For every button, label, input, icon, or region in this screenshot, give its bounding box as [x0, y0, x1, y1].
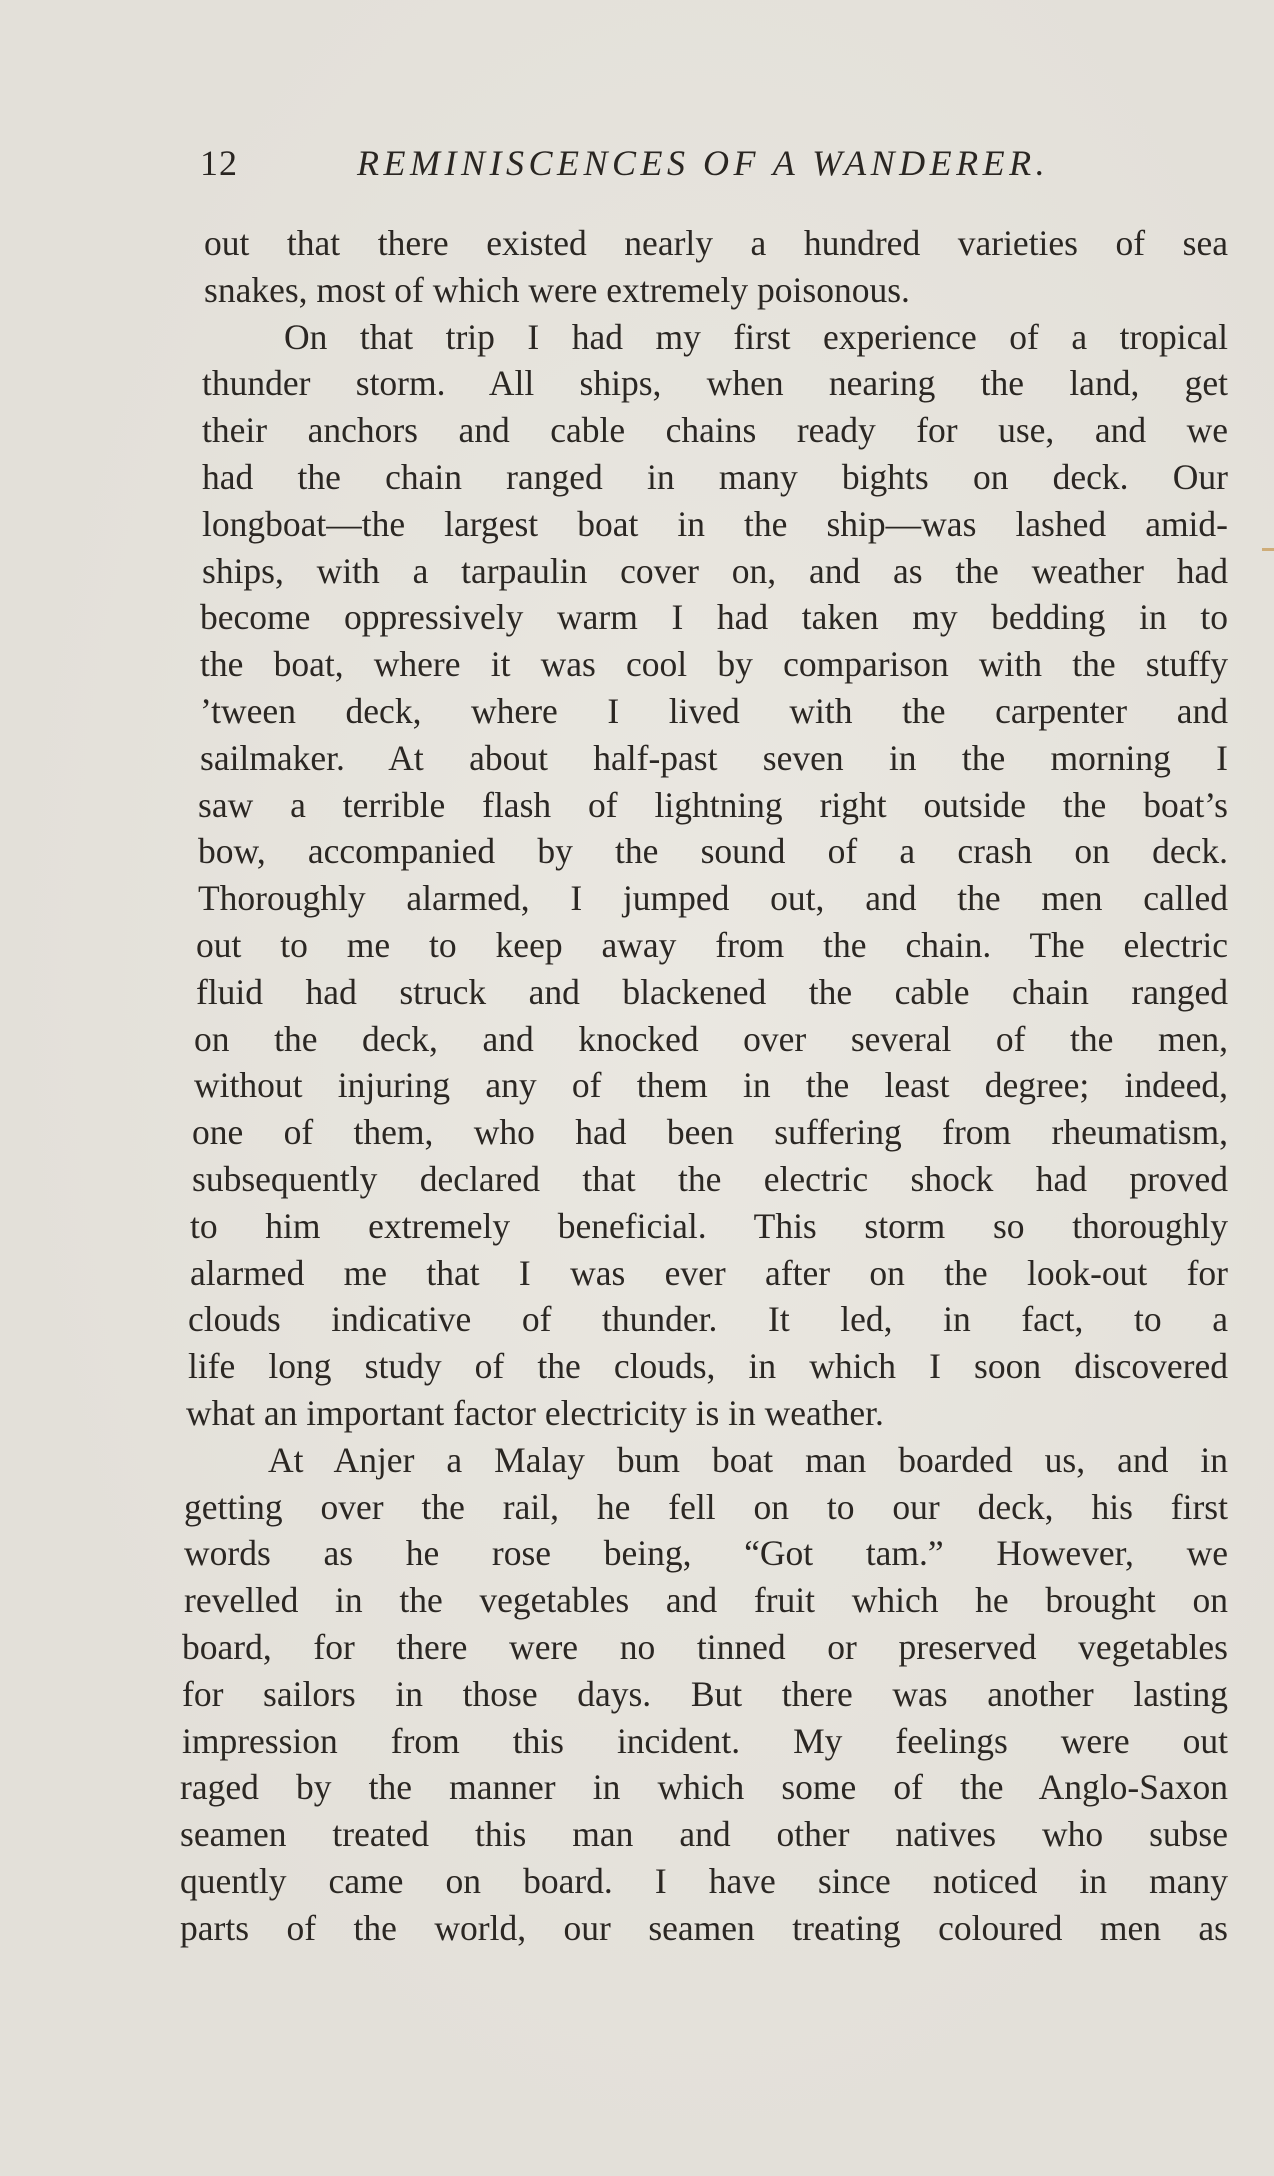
- text-line: their anchors and cable chains ready for use, and we: [202, 410, 1228, 451]
- text-line: out that there existed nearly a hundred varieties of sea: [204, 223, 1228, 263]
- text-line: seamen treated this man and other natives who subse: [180, 1814, 1228, 1855]
- text-line: Thoroughly alarmed, I jumped out, and the men called: [198, 878, 1228, 919]
- text-line: out to me to keep away from the chain. The electric: [196, 924, 1228, 965]
- text-line: words as he rose being, “Got tam.” However, we: [184, 1533, 1228, 1574]
- text-line: life long study of the clouds, in which I soon discovered: [188, 1346, 1228, 1387]
- text-line: At Anjer a Malay bum boat man boarded us, and in: [268, 1439, 1228, 1480]
- text-line: ships, with a tarpaulin cover on, and as the weather had: [202, 550, 1228, 591]
- text-line: longboat—the largest boat in the ship—was lashed amid-: [202, 503, 1228, 544]
- text-line: thunder storm. All ships, when nearing the land, get: [202, 363, 1228, 404]
- text-line: parts of the world, our seamen treating coloured men as: [180, 1907, 1228, 1948]
- running-head: REMINISCENCES OF A WANDERER.: [357, 143, 1050, 183]
- text-line: raged by the manner in which some of the Anglo-Saxon: [180, 1767, 1228, 1808]
- text-line: to him extremely beneficial. This storm so thoroughly: [190, 1205, 1228, 1246]
- text-line: alarmed me that I was ever after on the look-out for: [190, 1252, 1228, 1293]
- text-line: subsequently declared that the electric shock had proved: [192, 1158, 1228, 1199]
- text-line: one of them, who had been suffering from rheumatism,: [192, 1112, 1228, 1153]
- text-line: ’tween deck, where I lived with the carpenter and: [200, 690, 1228, 731]
- text-line: snakes, most of which were extremely poisonous.: [204, 269, 910, 310]
- text-line: impression from this incident. My feelings were out: [182, 1720, 1228, 1761]
- text-line: sailmaker. At about half-past seven in the morning I: [200, 737, 1228, 778]
- text-line: board, for there were no tinned or preserved vegetables: [182, 1626, 1228, 1667]
- paragraph-3: [180, 1437, 1228, 1952]
- text-line: clouds indicative of thunder. It led, in fact, to a: [188, 1299, 1228, 1340]
- text-line: saw a terrible flash of lightning right outside the boat’s: [198, 784, 1228, 825]
- text-line: for sailors in those days. But there was another lasting: [182, 1673, 1228, 1714]
- text-line: the boat, where it was cool by comparison with the stuffy: [200, 644, 1228, 685]
- text-line: what an important factor electricity is in weather.: [186, 1392, 884, 1433]
- text-line: quently came on board. I have since noticed in many: [180, 1860, 1228, 1901]
- page-number: 12: [200, 143, 238, 183]
- text-line: bow, accompanied by the sound of a crash on deck.: [198, 831, 1228, 872]
- text-line: on the deck, and knocked over several of the men,: [194, 1018, 1228, 1059]
- text-line: fluid had struck and blackened the cable chain ranged: [196, 971, 1228, 1012]
- text-line: become oppressively warm I had taken my bedding in to: [200, 597, 1228, 638]
- page-edge-mark: [1262, 548, 1274, 551]
- text-line: revelled in the vegetables and fruit which he brought on: [184, 1580, 1228, 1621]
- page-header: [200, 142, 1160, 192]
- body-text: [180, 220, 1228, 1951]
- paragraph-2: [180, 314, 1228, 1437]
- text-line: getting over the rail, he fell on to our deck, his first: [184, 1486, 1228, 1527]
- text-line: had the chain ranged in many bights on deck. Our: [202, 456, 1228, 497]
- paragraph-1: [180, 220, 1228, 314]
- text-line: without injuring any of them in the least degree; indeed,: [194, 1065, 1228, 1106]
- text-line: On that trip I had my first experience of a tropical: [284, 316, 1228, 357]
